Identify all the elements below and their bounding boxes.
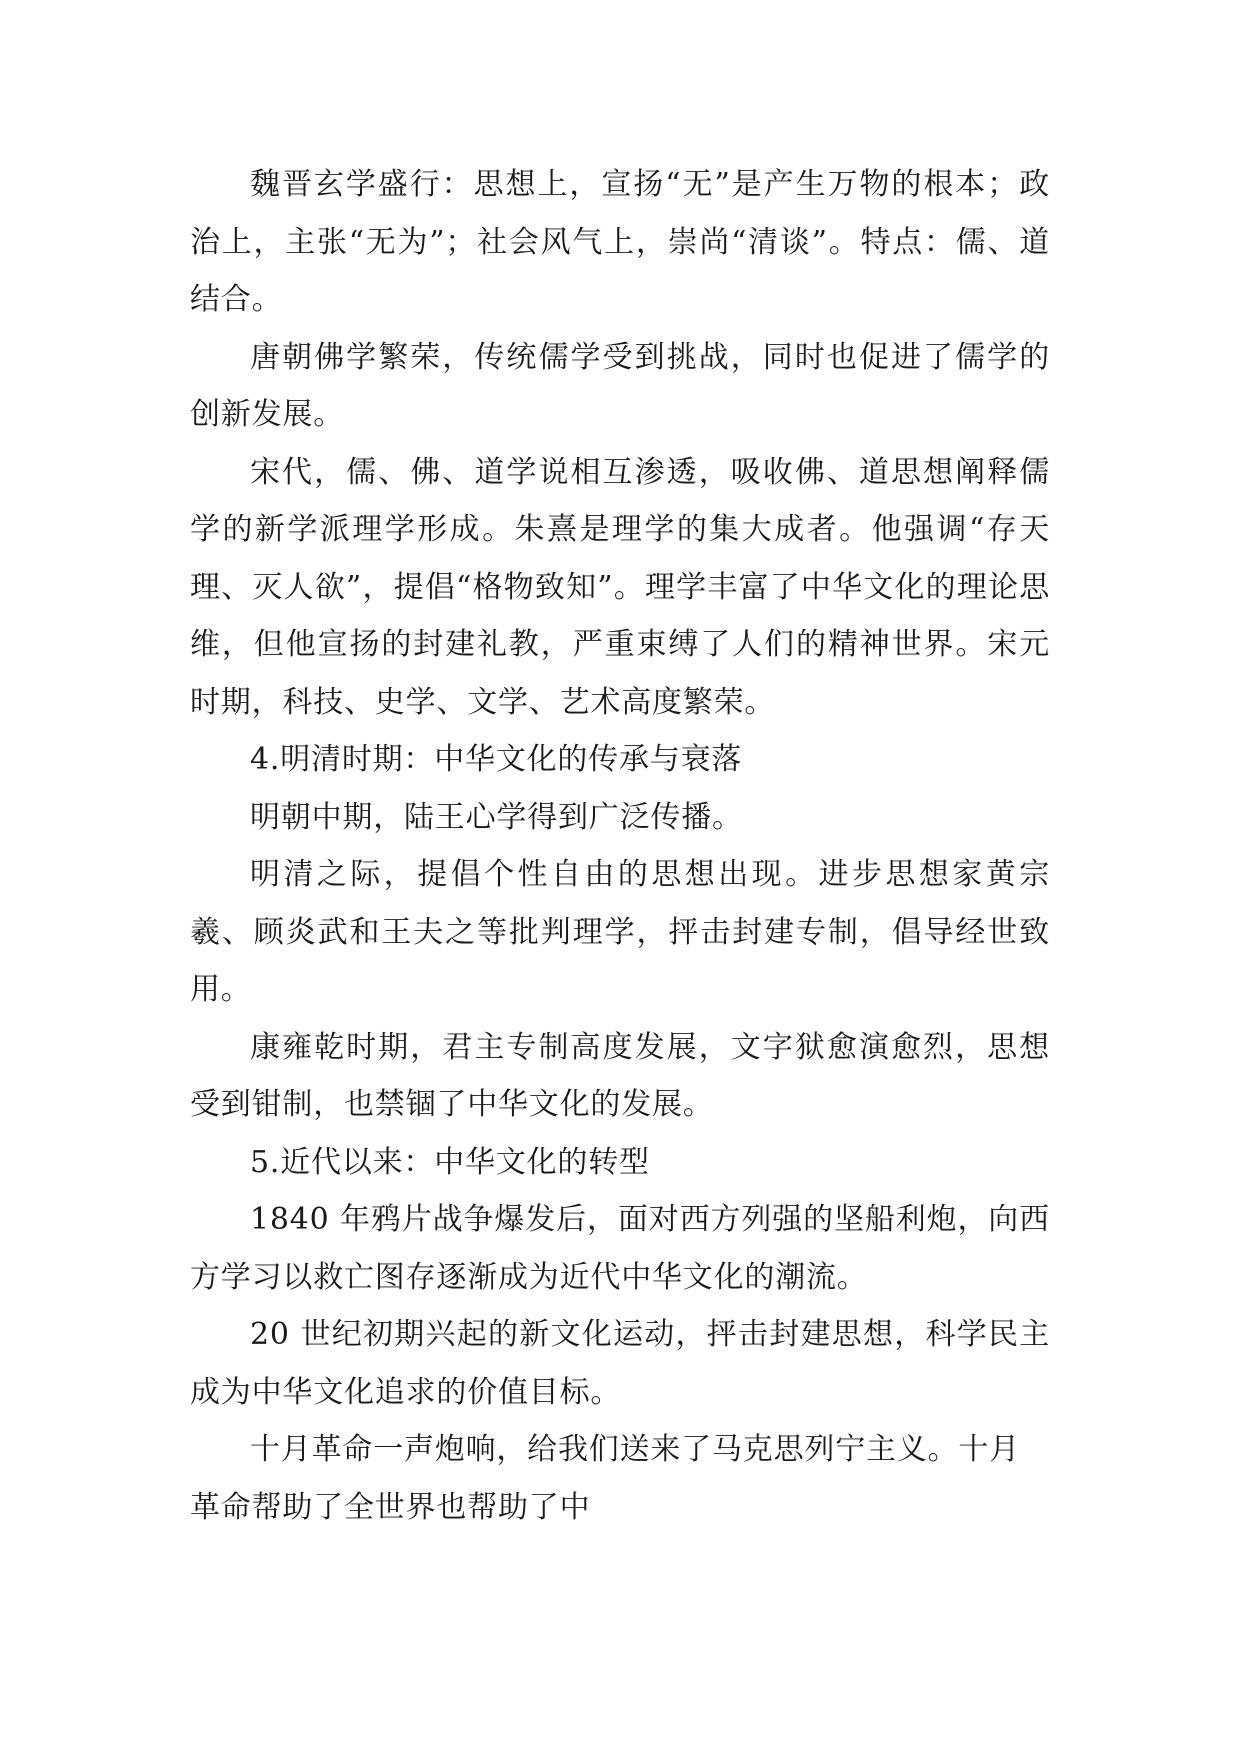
paragraph-ming-qing-thinkers: 明清之际，提倡个性自由的思想出现。进步思想家黄宗羲、顾炎武和王夫之等批判理学，抨击封建专制，倡导经世致用。: [190, 857, 1050, 1007]
paragraph-ming-xinxue: 明朝中期，陆王心学得到广泛传播。: [250, 799, 743, 835]
section-heading-modern: 5.近代以来：中华文化的转型: [250, 1144, 650, 1180]
paragraph-song-neo-confucianism: 宋代，儒、佛、道学说相互渗透，吸收佛、道思想阐释儒学的新学派理学形成。朱熹是理学的集大成者。他强调“存天理、灭人欲”，提倡“格物致知”。理学丰富了中华文化的理论思维，但他宣扬的封建礼教，严重束缚了人们的精神世界。宋元时期，科技、史学、文学、艺术高度繁荣。: [190, 454, 1050, 720]
document-body: [190, 156, 1050, 1536]
paragraph-new-culture-movement: 20 世纪初期兴起的新文化运动，抨击封建思想，科学民主成为中华文化追求的价值目标。: [190, 1317, 1050, 1410]
paragraph-october-revolution: 十月革命一声炮响，给我们送来了马克思列宁主义。十月革命帮助了全世界也帮助了中: [190, 1432, 1020, 1525]
section-heading-ming-qing: 4.明清时期：中华文化的传承与衰落: [250, 742, 743, 777]
paragraph-kang-yong-qian: 康雍乾时期，君主专制高度发展，文字狱愈演愈烈，思想受到钳制，也禁锢了中华文化的发展。: [190, 1029, 1050, 1122]
paragraph-opium-war: 1840 年鸦片战争爆发后，面对西方列强的坚船利炮，向西方学习以救亡图存逐渐成为近代中华文化的潮流。: [190, 1202, 1050, 1295]
paragraph-wei-jin-xuanxue: 魏晋玄学盛行：思想上，宣扬“无”是产生万物的根本；政治上，主张“无为”；社会风气上，崇尚“清谈”。特点：儒、道结合。: [190, 167, 1050, 317]
paragraph-tang-buddhism: 唐朝佛学繁荣，传统儒学受到挑战，同时也促进了儒学的创新发展。: [190, 339, 1050, 432]
